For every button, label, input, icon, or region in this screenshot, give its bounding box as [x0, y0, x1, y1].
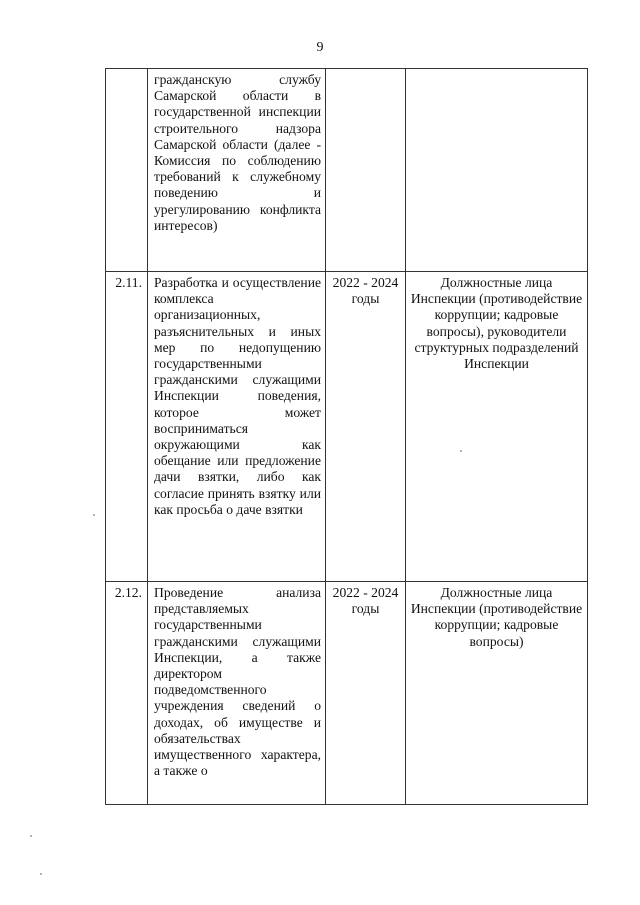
measures-table — [105, 68, 588, 805]
scan-speck — [40, 873, 42, 875]
table-row — [106, 582, 588, 805]
responsible-persons: Должностные лица Инспекции (противодействие коррупции; кадровые вопросы), руководители структурных подразделений Инспекции — [406, 272, 588, 582]
measure-description: Разработка и осуществление комплекса организационных, разъяснительных и иных мер по недопущению государственными гражданскими служащими Инспекции поведения, которое может восприниматься окружающими как обещание или предложение дачи взятки, либо как согласие принять взятку или как просьба о даче взятки — [148, 272, 326, 582]
measure-description: Проведение анализа представляемых государственными гражданскими служащими Инспекции, а также директором подведомственного учреждения сведений о доходах, об имуществе и обязательствах имущественного характера, а также о — [148, 582, 326, 805]
table-row — [106, 69, 588, 272]
scan-speck — [93, 514, 95, 516]
page-number: 9 — [316, 40, 324, 55]
responsible-persons: Должностные лица Инспекции (противодействие коррупции; кадровые вопросы) — [406, 582, 588, 805]
table-row — [106, 272, 588, 582]
execution-term: 2022 - 2024 годы — [326, 272, 406, 582]
row-number — [106, 69, 148, 272]
scan-speck — [30, 835, 32, 837]
scan-speck — [460, 450, 462, 452]
measure-description: гражданскую службу Самарской области в государственной инспекции строительного надзора Самарской области (далее - Комиссия по соблюдению требований к служебному поведению и урегулированию конфликта интересов) — [148, 69, 326, 272]
execution-term: 2022 - 2024 годы — [326, 582, 406, 805]
row-number: 2.11. — [106, 272, 148, 582]
execution-term — [326, 69, 406, 272]
row-number: 2.12. — [106, 582, 148, 805]
responsible-persons — [406, 69, 588, 272]
